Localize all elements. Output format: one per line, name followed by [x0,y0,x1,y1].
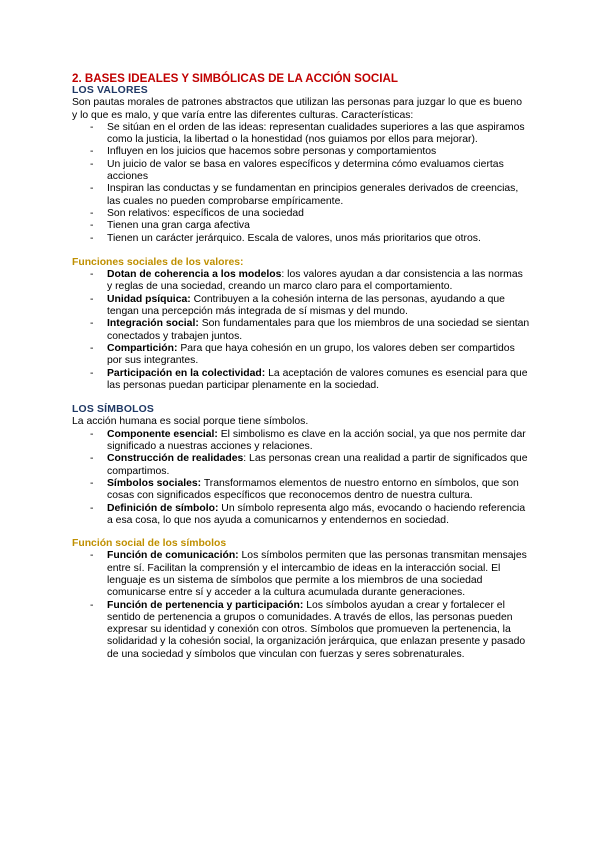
item-term: Dotan de coherencia a los modelos [107,269,282,281]
item-text: Para que haya cohesión en un grupo, los valores deben ser compartidos por sus integrantes. [107,342,515,367]
list-item: - Inspiran las conductas y se fundamentan en principios generales derivados de creencias, las cuales no pueden comprobarse empíricamente. [72,183,530,208]
document-page [72,72,530,661]
list-item [72,453,530,478]
symbols-intro: La acción humana es social porque tiene símbolos. [72,416,309,428]
values-heading: LOS VALORES [72,85,148,96]
item-text: : los valores ayudan a dar consistencia a las normas y reglas de una sociedad, creando un marco claro para el comportamiento. [107,269,523,293]
list-item: - Influyen en los juicios que hacemos sobre personas y comportamientos [72,146,530,158]
item-text: Un símbolo representa algo más, evocando o haciendo referencia a esa cosa, lo que nos ayuda a comunicarnos y entendernos en sociedad. [107,502,526,526]
item-text: Transformamos elementos de nuestro entorno en símbolos, que son cosas con significados específicos que reconocemos dentro de nuestra cultura. [107,477,519,502]
list-item [72,503,530,528]
item-term: Definición de símbolo: [107,502,219,514]
item-term: Construcción de realidades [107,453,244,465]
item-term: Función de comunicación: [107,550,239,562]
item-text: Los símbolos permiten que las personas transmitan mensajes entre sí. Facilitan la comprensión y el intercambio de ideas en la interacción social. El lenguaje es un sistema de símbolos que permite a los miembros de una sociedad comunicarse entre sí y acceder a la cultura acumulada durante generaciones. [107,550,527,599]
item-text: El simbolismo es clave en la acción social, ya que nos permite dar significado a nuestras acciones y relaciones. [107,428,526,453]
item-term: Función de pertenencia y participación: [107,599,304,611]
list-item: - Un juicio de valor se basa en valores específicos y determina cómo evaluamos ciertas acciones [72,159,530,184]
item-term: Integración social: [107,318,199,330]
list-item [72,318,530,343]
values-intro: Son pautas morales de patrones abstractos que utilizan las personas para juzgar lo que es bueno y lo que es malo, y que varía entre las diferentes culturas. Características: [72,97,522,121]
symbols-function-heading: Función social de los símbolos [72,538,227,550]
values-functions-list [72,269,530,392]
item-text: Son fundamentales para que los miembros de una sociedad se sientan conectados y trabajen juntos. [107,318,530,342]
list-item [72,478,530,503]
list-item [72,368,530,393]
list-item [72,294,530,319]
list-item [72,600,530,661]
list-item [72,429,530,454]
item-term: Participación en la colectividad: [107,367,266,379]
symbols-heading: LOS SÍMBOLOS [72,404,155,416]
item-term: Unidad psíquica: [107,293,191,305]
list-item [72,269,530,294]
values-functions-heading: Funciones sociales de los valores: [72,256,244,268]
list-item: - Son relativos: específicos de una sociedad [72,208,530,220]
item-text: Contribuyen a la cohesión interna de las personas, ayudando a que tengan una percepción más integrada de sí mismas y del mundo. [107,293,505,318]
item-term: Componente esencial: [107,428,218,440]
values-characteristics-list [72,122,530,245]
item-term: Compartición: [107,342,178,354]
section-title: 2. BASES IDEALES Y SIMBÓLICAS DE LA ACCIÓN SOCIAL [72,72,398,85]
list-item: - Tienen un carácter jerárquico. Escala de valores, unos más prioritarios que otros. [72,233,530,245]
symbols-list [72,429,530,527]
symbols-function-list [72,550,530,661]
item-text: : Las personas crean una realidad a partir de significados que compartimos. [107,453,528,477]
list-item [72,550,530,599]
list-item: - Tienen una gran carga afectiva [72,220,530,232]
item-text: La aceptación de valores comunes es esencial para que las personas puedan participar plenamente en la sociedad. [107,367,528,391]
list-item: - Se sitúan en el orden de las ideas: representan cualidades superiores a las que aspiramos como la justicia, la libertad o la honestidad (nos guiamos por ellos para mejorar). [72,122,530,147]
item-text: Los símbolos ayudan a crear y fortalecer el sentido de pertenencia a grupos o comunidades. A través de ellos, las personas pueden expresar su identidad y conexión con otros. Símbolos que promueven la pertenencia, la solidaridad y la cohesión social, la organización jerárquica, que enlazan presente y pasado de una sociedad y símbolos que vinculan con fuerzas y seres sobrenaturales. [107,599,526,660]
list-item [72,343,530,368]
item-term: Símbolos sociales: [107,477,202,489]
